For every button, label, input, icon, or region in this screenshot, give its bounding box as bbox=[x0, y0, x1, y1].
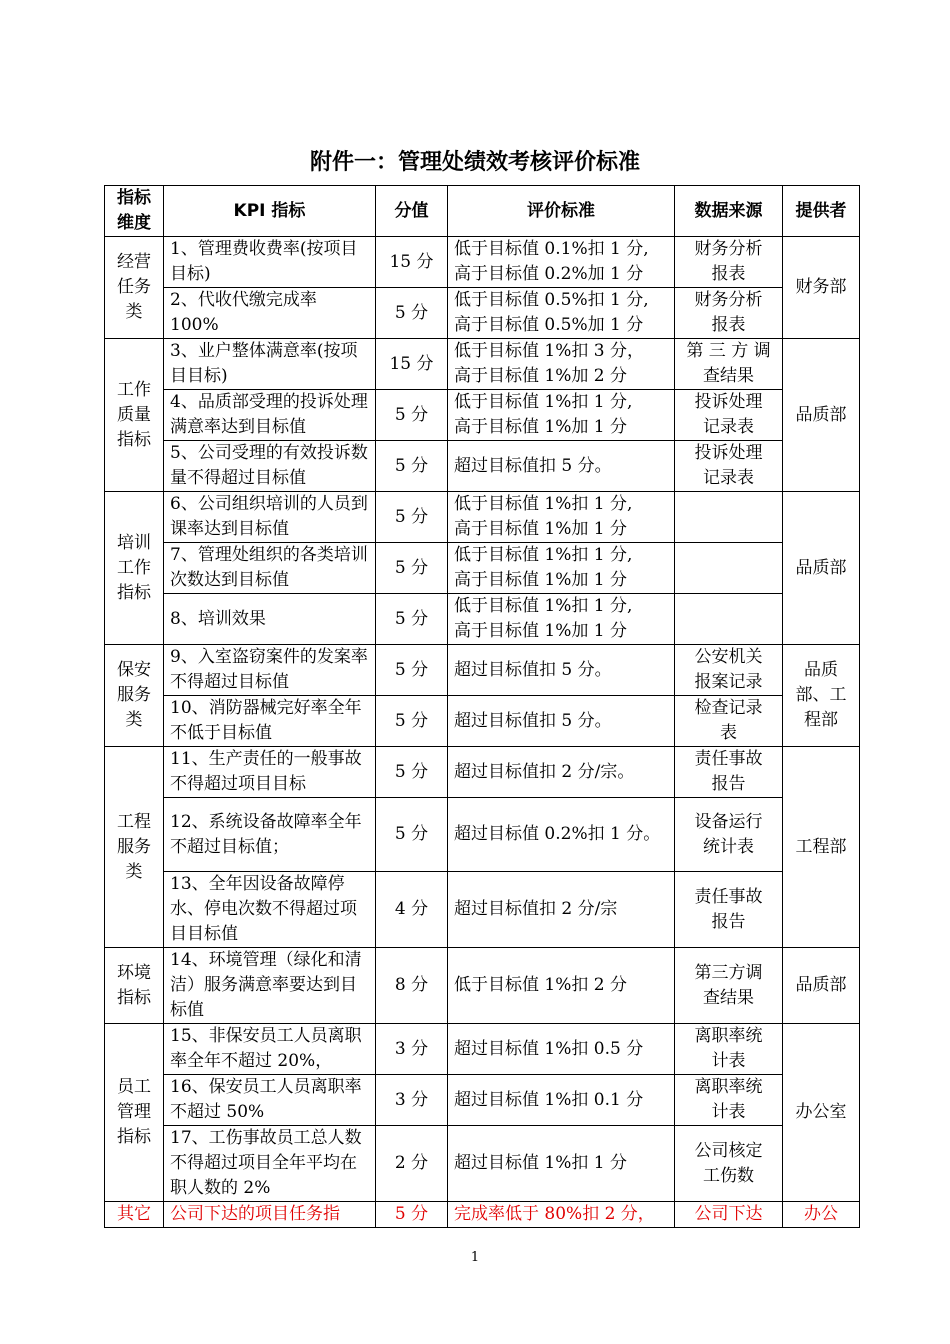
score-cell: 4 分 bbox=[376, 872, 448, 948]
table-row bbox=[105, 696, 860, 747]
score-cell: 2 分 bbox=[376, 1126, 448, 1202]
source-cell: 检查记录 表 bbox=[675, 696, 783, 747]
kpi-cell: 16、保安员工人员离职率不超过 50% bbox=[164, 1075, 376, 1126]
table-row bbox=[105, 492, 860, 543]
dimension-cell: 环境 指标 bbox=[105, 948, 164, 1024]
source-cell bbox=[675, 594, 783, 645]
table-row bbox=[105, 543, 860, 594]
provider-cell: 品质部 bbox=[783, 492, 860, 645]
header-score: 分值 bbox=[376, 186, 448, 237]
kpi-cell: 8、培训效果 bbox=[164, 594, 376, 645]
source-cell: 公司下达 bbox=[675, 1202, 783, 1228]
provider-cell: 办公 bbox=[783, 1202, 860, 1228]
source-cell: 第三方调 查结果 bbox=[675, 948, 783, 1024]
score-cell: 5 分 bbox=[376, 1202, 448, 1228]
source-cell: 责任事故 报告 bbox=[675, 872, 783, 948]
criteria-cell: 超过目标值 1%扣 0.1 分 bbox=[448, 1075, 675, 1126]
dimension-cell: 工程 服务 类 bbox=[105, 747, 164, 948]
criteria-cell: 低于目标值 0.1%扣 1 分, 高于目标值 0.2%加 1 分 bbox=[448, 237, 675, 288]
kpi-cell: 9、入室盗窃案件的发案率不得超过目标值 bbox=[164, 645, 376, 696]
kpi-cell: 3、业户整体满意率(按项目目标) bbox=[164, 339, 376, 390]
score-cell: 3 分 bbox=[376, 1024, 448, 1075]
source-cell: 公安机关 报案记录 bbox=[675, 645, 783, 696]
kpi-table bbox=[104, 185, 860, 1228]
header-criteria: 评价标准 bbox=[448, 186, 675, 237]
table-row bbox=[105, 1075, 860, 1126]
criteria-cell: 低于目标值 1%扣 1 分, 高于目标值 1%加 1 分 bbox=[448, 390, 675, 441]
kpi-cell: 17、工伤事故员工总人数不得超过项目全年平均在职人数的 2% bbox=[164, 1126, 376, 1202]
table-row bbox=[105, 747, 860, 798]
criteria-cell: 完成率低于 80%扣 2 分， bbox=[448, 1202, 675, 1228]
score-cell: 5 分 bbox=[376, 288, 448, 339]
score-cell: 5 分 bbox=[376, 747, 448, 798]
header-dimension: 指标 维度 bbox=[105, 186, 164, 237]
source-cell bbox=[675, 492, 783, 543]
score-cell: 8 分 bbox=[376, 948, 448, 1024]
dimension-cell: 保安 服务 类 bbox=[105, 645, 164, 747]
dimension-cell: 经营 任务 类 bbox=[105, 237, 164, 339]
table-row bbox=[105, 1126, 860, 1202]
table-row bbox=[105, 1024, 860, 1075]
source-cell: 离职率统 计表 bbox=[675, 1024, 783, 1075]
kpi-cell: 2、代收代缴完成率 100% bbox=[164, 288, 376, 339]
table-row-other bbox=[105, 1202, 860, 1228]
criteria-cell: 低于目标值 1%扣 1 分, 高于目标值 1%加 1 分 bbox=[448, 594, 675, 645]
table-row bbox=[105, 645, 860, 696]
kpi-cell: 12、系统设备故障率全年不超过目标值； bbox=[164, 798, 376, 872]
kpi-cell: 14、环境管理（绿化和清洁）服务满意率要达到目标值 bbox=[164, 948, 376, 1024]
header-provider: 提供者 bbox=[783, 186, 860, 237]
criteria-cell: 低于目标值 1%扣 3 分， 高于目标值 1%加 2 分 bbox=[448, 339, 675, 390]
dimension-cell: 工作 质量 指标 bbox=[105, 339, 164, 492]
score-cell: 5 分 bbox=[376, 390, 448, 441]
criteria-cell: 超过目标值 1%扣 1 分 bbox=[448, 1126, 675, 1202]
score-cell: 5 分 bbox=[376, 594, 448, 645]
criteria-cell: 超过目标值扣 5 分。 bbox=[448, 696, 675, 747]
criteria-cell: 超过目标值 1%扣 0.5 分 bbox=[448, 1024, 675, 1075]
kpi-cell: 5、公司受理的有效投诉数量不得超过目标值 bbox=[164, 441, 376, 492]
source-cell bbox=[675, 543, 783, 594]
criteria-cell: 低于目标值 1%扣 1 分, 高于目标值 1%加 1 分 bbox=[448, 492, 675, 543]
provider-cell: 品质 部、工 程部 bbox=[783, 645, 860, 747]
dimension-cell: 培训 工作 指标 bbox=[105, 492, 164, 645]
kpi-cell: 4、品质部受理的投诉处理满意率达到目标值 bbox=[164, 390, 376, 441]
score-cell: 5 分 bbox=[376, 492, 448, 543]
criteria-cell: 超过目标值扣 2 分/宗。 bbox=[448, 747, 675, 798]
provider-cell: 办公室 bbox=[783, 1024, 860, 1202]
kpi-cell: 13、全年因设备故障停水、停电次数不得超过项目目标值 bbox=[164, 872, 376, 948]
criteria-cell: 低于目标值 1%扣 2 分 bbox=[448, 948, 675, 1024]
source-cell: 公司核定 工伤数 bbox=[675, 1126, 783, 1202]
source-cell: 离职率统 计表 bbox=[675, 1075, 783, 1126]
table-row bbox=[105, 390, 860, 441]
kpi-cell: 11、生产责任的一般事故不得超过项目目标 bbox=[164, 747, 376, 798]
page-title: 附件一：管理处绩效考核评价标准 bbox=[309, 150, 640, 175]
source-cell: 投诉处理 记录表 bbox=[675, 390, 783, 441]
criteria-cell: 低于目标值 0.5%扣 1 分, 高于目标值 0.5%加 1 分 bbox=[448, 288, 675, 339]
score-cell: 5 分 bbox=[376, 543, 448, 594]
kpi-cell: 1、管理费收费率(按项目目标) bbox=[164, 237, 376, 288]
page-number: 1 bbox=[470, 1250, 480, 1265]
kpi-cell: 7、管理处组织的各类培训次数达到目标值 bbox=[164, 543, 376, 594]
kpi-cell: 10、消防器械完好率全年不低于目标值 bbox=[164, 696, 376, 747]
table-row bbox=[105, 339, 860, 390]
table-row bbox=[105, 594, 860, 645]
dimension-cell: 其它 bbox=[105, 1202, 164, 1228]
score-cell: 5 分 bbox=[376, 645, 448, 696]
header-kpi: KPI 指标 bbox=[164, 186, 376, 237]
table-row bbox=[105, 441, 860, 492]
source-cell: 第 三 方 调 查结果 bbox=[675, 339, 783, 390]
score-cell: 15 分 bbox=[376, 339, 448, 390]
table-row bbox=[105, 872, 860, 948]
source-cell: 财务分析 报表 bbox=[675, 237, 783, 288]
criteria-cell: 超过目标值扣 2 分/宗 bbox=[448, 872, 675, 948]
source-cell: 财务分析 报表 bbox=[675, 288, 783, 339]
score-cell: 5 分 bbox=[376, 441, 448, 492]
provider-cell: 品质部 bbox=[783, 339, 860, 492]
table-row bbox=[105, 798, 860, 872]
criteria-cell: 超过目标值扣 5 分。 bbox=[448, 441, 675, 492]
score-cell: 5 分 bbox=[376, 798, 448, 872]
kpi-cell: 公司下达的项目任务指 bbox=[164, 1202, 376, 1228]
source-cell: 投诉处理 记录表 bbox=[675, 441, 783, 492]
header-source: 数据来源 bbox=[675, 186, 783, 237]
table-row bbox=[105, 288, 860, 339]
table-row bbox=[105, 948, 860, 1024]
criteria-cell: 超过目标值 0.2%扣 1 分。 bbox=[448, 798, 675, 872]
provider-cell: 工程部 bbox=[783, 747, 860, 948]
source-cell: 设备运行 统计表 bbox=[675, 798, 783, 872]
kpi-cell: 6、公司组织培训的人员到课率达到目标值 bbox=[164, 492, 376, 543]
dimension-cell: 员工 管理 指标 bbox=[105, 1024, 164, 1202]
header-row bbox=[105, 186, 860, 237]
score-cell: 5 分 bbox=[376, 696, 448, 747]
kpi-cell: 15、非保安员工人员离职率全年不超过 20%， bbox=[164, 1024, 376, 1075]
score-cell: 15 分 bbox=[376, 237, 448, 288]
table-row bbox=[105, 237, 860, 288]
provider-cell: 品质部 bbox=[783, 948, 860, 1024]
criteria-cell: 低于目标值 1%扣 1 分, 高于目标值 1%加 1 分 bbox=[448, 543, 675, 594]
provider-cell: 财务部 bbox=[783, 237, 860, 339]
source-cell: 责任事故 报告 bbox=[675, 747, 783, 798]
criteria-cell: 超过目标值扣 5 分。 bbox=[448, 645, 675, 696]
score-cell: 3 分 bbox=[376, 1075, 448, 1126]
